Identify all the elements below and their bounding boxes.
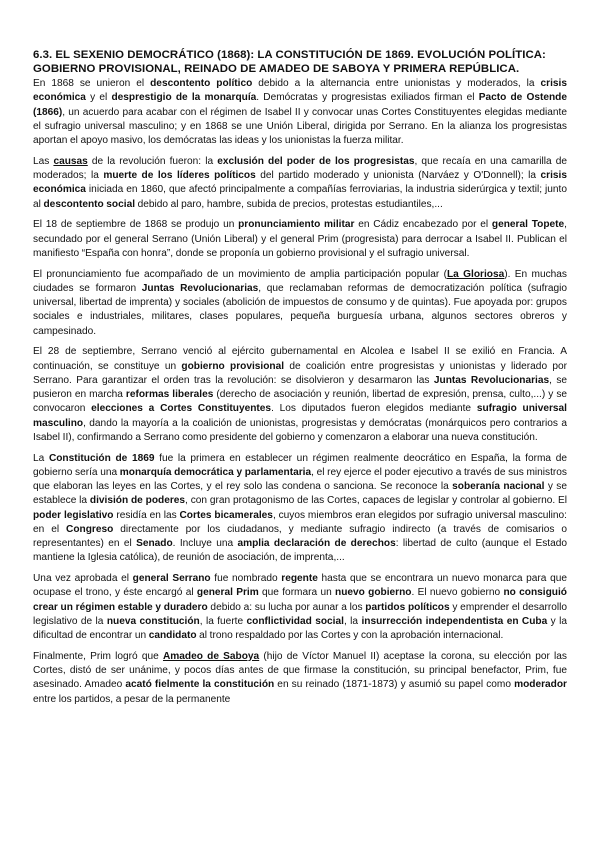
body-text: fue nombrado xyxy=(210,573,282,584)
emphasis-text: partidos políticos xyxy=(365,601,450,613)
emphasis-text: elecciones a Cortes Constituyentes xyxy=(91,403,272,415)
emphasis-text: Congreso xyxy=(66,523,114,535)
body-text: Finalmente, Prim logró que xyxy=(33,650,163,662)
document-title: 6.3. EL SEXENIO DEMOCRÁTICO (1868): LA CONSTITUCIÓN DE 1869. EVOLUCIÓN POLÍTICA: GOBIERNO PROVISIONAL, REINADO DE AMADEO DE SABOYA Y PRIMERA REPÚBLICA. xyxy=(33,49,546,75)
document-body xyxy=(33,48,567,713)
body-text: , dando la mayoría a la coalición de unionistas, progresistas y demócratas (monárquicos pero contrarios a Isabel II), confirmando a Serrano como presidente del gobierno y comenzaron a elaborar una nueva constitución. xyxy=(33,417,567,443)
emphasis-text: causas xyxy=(53,155,88,167)
paragraph-la-gloriosa xyxy=(33,268,567,339)
body-text: , que recaía en una camarilla de moderados; la xyxy=(33,155,567,181)
emphasis-text: regente xyxy=(281,573,318,584)
emphasis-text: amplia declaración de derechos xyxy=(237,538,396,549)
emphasis-text: Cortes bicamerales xyxy=(179,509,273,521)
emphasis-text: conflictividad social xyxy=(246,615,344,627)
emphasis-text: Amadeo de Saboya xyxy=(162,650,260,662)
emphasis-text: monarquía democrática y parlamentaria xyxy=(119,466,312,478)
body-text: El pronunciamiento fue acompañado de un movimiento de amplia participación popular ( xyxy=(33,268,447,280)
paragraph-causes xyxy=(33,155,567,212)
body-text: . Demócratas y progresistas exiliados firman el xyxy=(256,92,479,104)
emphasis-text: crisis económica xyxy=(33,78,567,104)
body-text: hasta que se encontrara un nuevo monarca para que ocupase el trono, y éste encargó al xyxy=(33,573,567,599)
emphasis-text: exclusión del poder de los progresistas xyxy=(217,155,415,167)
emphasis-text: división de poderes xyxy=(89,495,186,507)
emphasis-text: general Topete xyxy=(491,219,565,231)
body-text: En 1868 se unieron el xyxy=(33,78,151,89)
body-text: en su reinado (1871-1873) y asumió su papel como xyxy=(274,679,515,691)
body-text: , la fuerte xyxy=(199,615,247,627)
emphasis-text: reformas liberales xyxy=(125,389,214,400)
emphasis-text: nueva constitución xyxy=(106,615,200,627)
emphasis-text: muerte de los líderes políticos xyxy=(103,170,256,181)
emphasis-text: Senado xyxy=(136,538,173,549)
body-text: que formara un xyxy=(258,587,336,599)
emphasis-text: nuevo gobierno xyxy=(335,587,412,599)
body-text: y el xyxy=(85,92,112,104)
body-text: , secundado por el general Serrano (Unión Liberal) y el general Prim (progresista) para derrocar a Isabel II. Publican el manifiesto “España con honra”, donde se proponía un gobierno provisional y el sufragio universal. xyxy=(33,219,567,259)
body-text: . Incluye una xyxy=(172,538,238,549)
emphasis-text: pronunciamiento militar xyxy=(238,219,355,231)
emphasis-text: sufragio universal masculino xyxy=(33,403,568,429)
paragraph-amadeo-saboya xyxy=(33,650,567,707)
body-text: , que reclamaban reformas de democratización política (sufragio universal, libertad de imprenta) y sociales (abolición de impuestos de consumo y de quintas). Fue apoyada por: grupos sociales e industriales, militares, clases populares, pequeña burguesía urbana, algunos sectores obreros y campesinado. xyxy=(33,282,568,337)
body-text: de coalición entre progresistas y unionistas y liderado por Serrano. Para garantizar el orden tras la revolución: se disolvieron y desarmaron las xyxy=(33,360,568,386)
body-text: fue la primera en establecer un régimen realmente deocrático en España, la forma de gobierno sería una xyxy=(33,452,567,478)
emphasis-text: general Prim xyxy=(196,587,259,599)
emphasis-text: Juntas Revolucionarias xyxy=(141,282,259,294)
body-text: en Cádiz encabezado por el xyxy=(354,219,492,231)
body-text: Una vez aprobada el xyxy=(33,573,133,584)
paragraph-constitucion-1869 xyxy=(33,452,567,566)
emphasis-text: Constitución de 1869 xyxy=(48,452,155,464)
emphasis-text: gobierno provisional xyxy=(181,360,285,372)
emphasis-text: poder legislativo xyxy=(33,509,114,521)
emphasis-text: no consiguió crear un régimen estable y duradero xyxy=(33,587,567,613)
body-text: Las xyxy=(33,155,54,167)
emphasis-text: insurrección independentista en Cuba xyxy=(361,615,548,627)
body-text: ). En muchas ciudades se formaron xyxy=(33,268,567,294)
body-text: de la revolución fueron: la xyxy=(87,155,218,167)
paragraph-regencia-serrano xyxy=(33,572,567,643)
emphasis-text: candidato xyxy=(148,630,197,641)
body-text: , la xyxy=(343,615,362,627)
emphasis-text: desprestigio de la monarquía xyxy=(111,92,257,104)
body-text: El 18 de septiembre de 1868 se produjo un xyxy=(33,219,239,231)
body-text: y la dificultad de encontrar un xyxy=(33,615,568,641)
paragraph-intro xyxy=(33,77,567,148)
body-text: debido al paro, hambre, subida de precios, protestas estudiantiles,... xyxy=(135,198,443,210)
body-text: directamente por los ciudadanos, y mediante sufragio indirecto (a través de comisarios o representantes) en el xyxy=(33,523,567,549)
body-text: , con gran protagonismo de las Cortes, capaces de legislar y controlar al gobierno. El xyxy=(185,495,567,507)
body-text: entre los partidos, a pesar de la permanente xyxy=(33,693,231,705)
body-text: debido a la alternancia entre unionistas y moderados, la xyxy=(252,78,541,89)
emphasis-text: crisis económica xyxy=(33,170,567,196)
body-text: residía en las xyxy=(113,509,180,521)
body-text: , un acuerdo para acabar con el régimen de Isabel II y convocar unas Cortes Constituyentes elegidas mediante el sufragio universal masculino; y en 1868 se une Unión Liberal, dirigida por Serrano. En la alianza los progresistas aportan el apoyo masivo, los demócratas las ideas y los unionistas la fuerza militar. xyxy=(33,106,567,146)
emphasis-text: acató fielmente la constitución xyxy=(125,679,275,691)
emphasis-text: Juntas Revolucionarias xyxy=(433,374,550,386)
paragraph-gobierno-provisional xyxy=(33,345,567,445)
body-text: iniciada en 1860, que afectó principalmente a compañías ferroviarias, la industria siderúrgica y textil; junto al xyxy=(33,184,567,210)
body-text: . El nuevo gobierno xyxy=(411,587,504,599)
emphasis-text: soberanía nacional xyxy=(452,481,545,492)
body-text: del partido moderado y unionista (Narváez y O'Donnell); la xyxy=(255,170,541,181)
body-text: debido a: su lucha por aunar a los xyxy=(207,601,366,613)
emphasis-text: moderador xyxy=(514,679,567,691)
body-text: (derecho de asociación y reunión, libertad de expresión, prensa, culto,...) y se convocaron xyxy=(33,389,568,415)
body-text: y se establece la xyxy=(33,481,567,507)
emphasis-text: Pacto de Ostende (1866) xyxy=(33,92,567,118)
body-text: : libertad de culto (aunque el Estado mantiene la Iglesia católica), de reunión de asociación, de imprenta,... xyxy=(33,538,567,564)
body-text: , cuyos miembros eran elegidos por sufragio universal masculino: en el xyxy=(33,509,567,535)
body-text: La xyxy=(33,452,49,464)
body-text: , el rey ejerce el poder ejecutivo a través de sus ministros que elaboran las leyes en las Cortes, y el rey solo las condena o sanciona. Se reconoce la xyxy=(33,466,567,492)
body-text: . Los diputados fueron elegidos mediante xyxy=(271,403,477,415)
body-text: al trono respaldado por las Cortes y con la aprobación internacional. xyxy=(196,630,504,641)
body-text: El 28 de septiembre, Serrano venció al ejército gubernamental en Alcolea e Isabel II se exilió en Francia. A continuación, se constituye un xyxy=(33,346,567,372)
emphasis-text: general Serrano xyxy=(132,573,211,584)
body-text: y emprender el desarrollo legislativo de la xyxy=(33,601,567,627)
body-text: (hijo de Víctor Manuel II) aceptase la corona, su elección por las Cortes, distó de ser unánime, y pocos días antes de que firmase la constitución, su principal benefactor, Prim, fue asesinado. Amadeo xyxy=(33,650,567,691)
emphasis-text: descontento social xyxy=(43,198,136,210)
emphasis-text: descontento político xyxy=(150,78,253,89)
paragraph-pronunciamiento xyxy=(33,218,567,261)
emphasis-text: La Gloriosa xyxy=(446,268,505,280)
body-text: , se pusieron en marcha xyxy=(33,374,568,400)
